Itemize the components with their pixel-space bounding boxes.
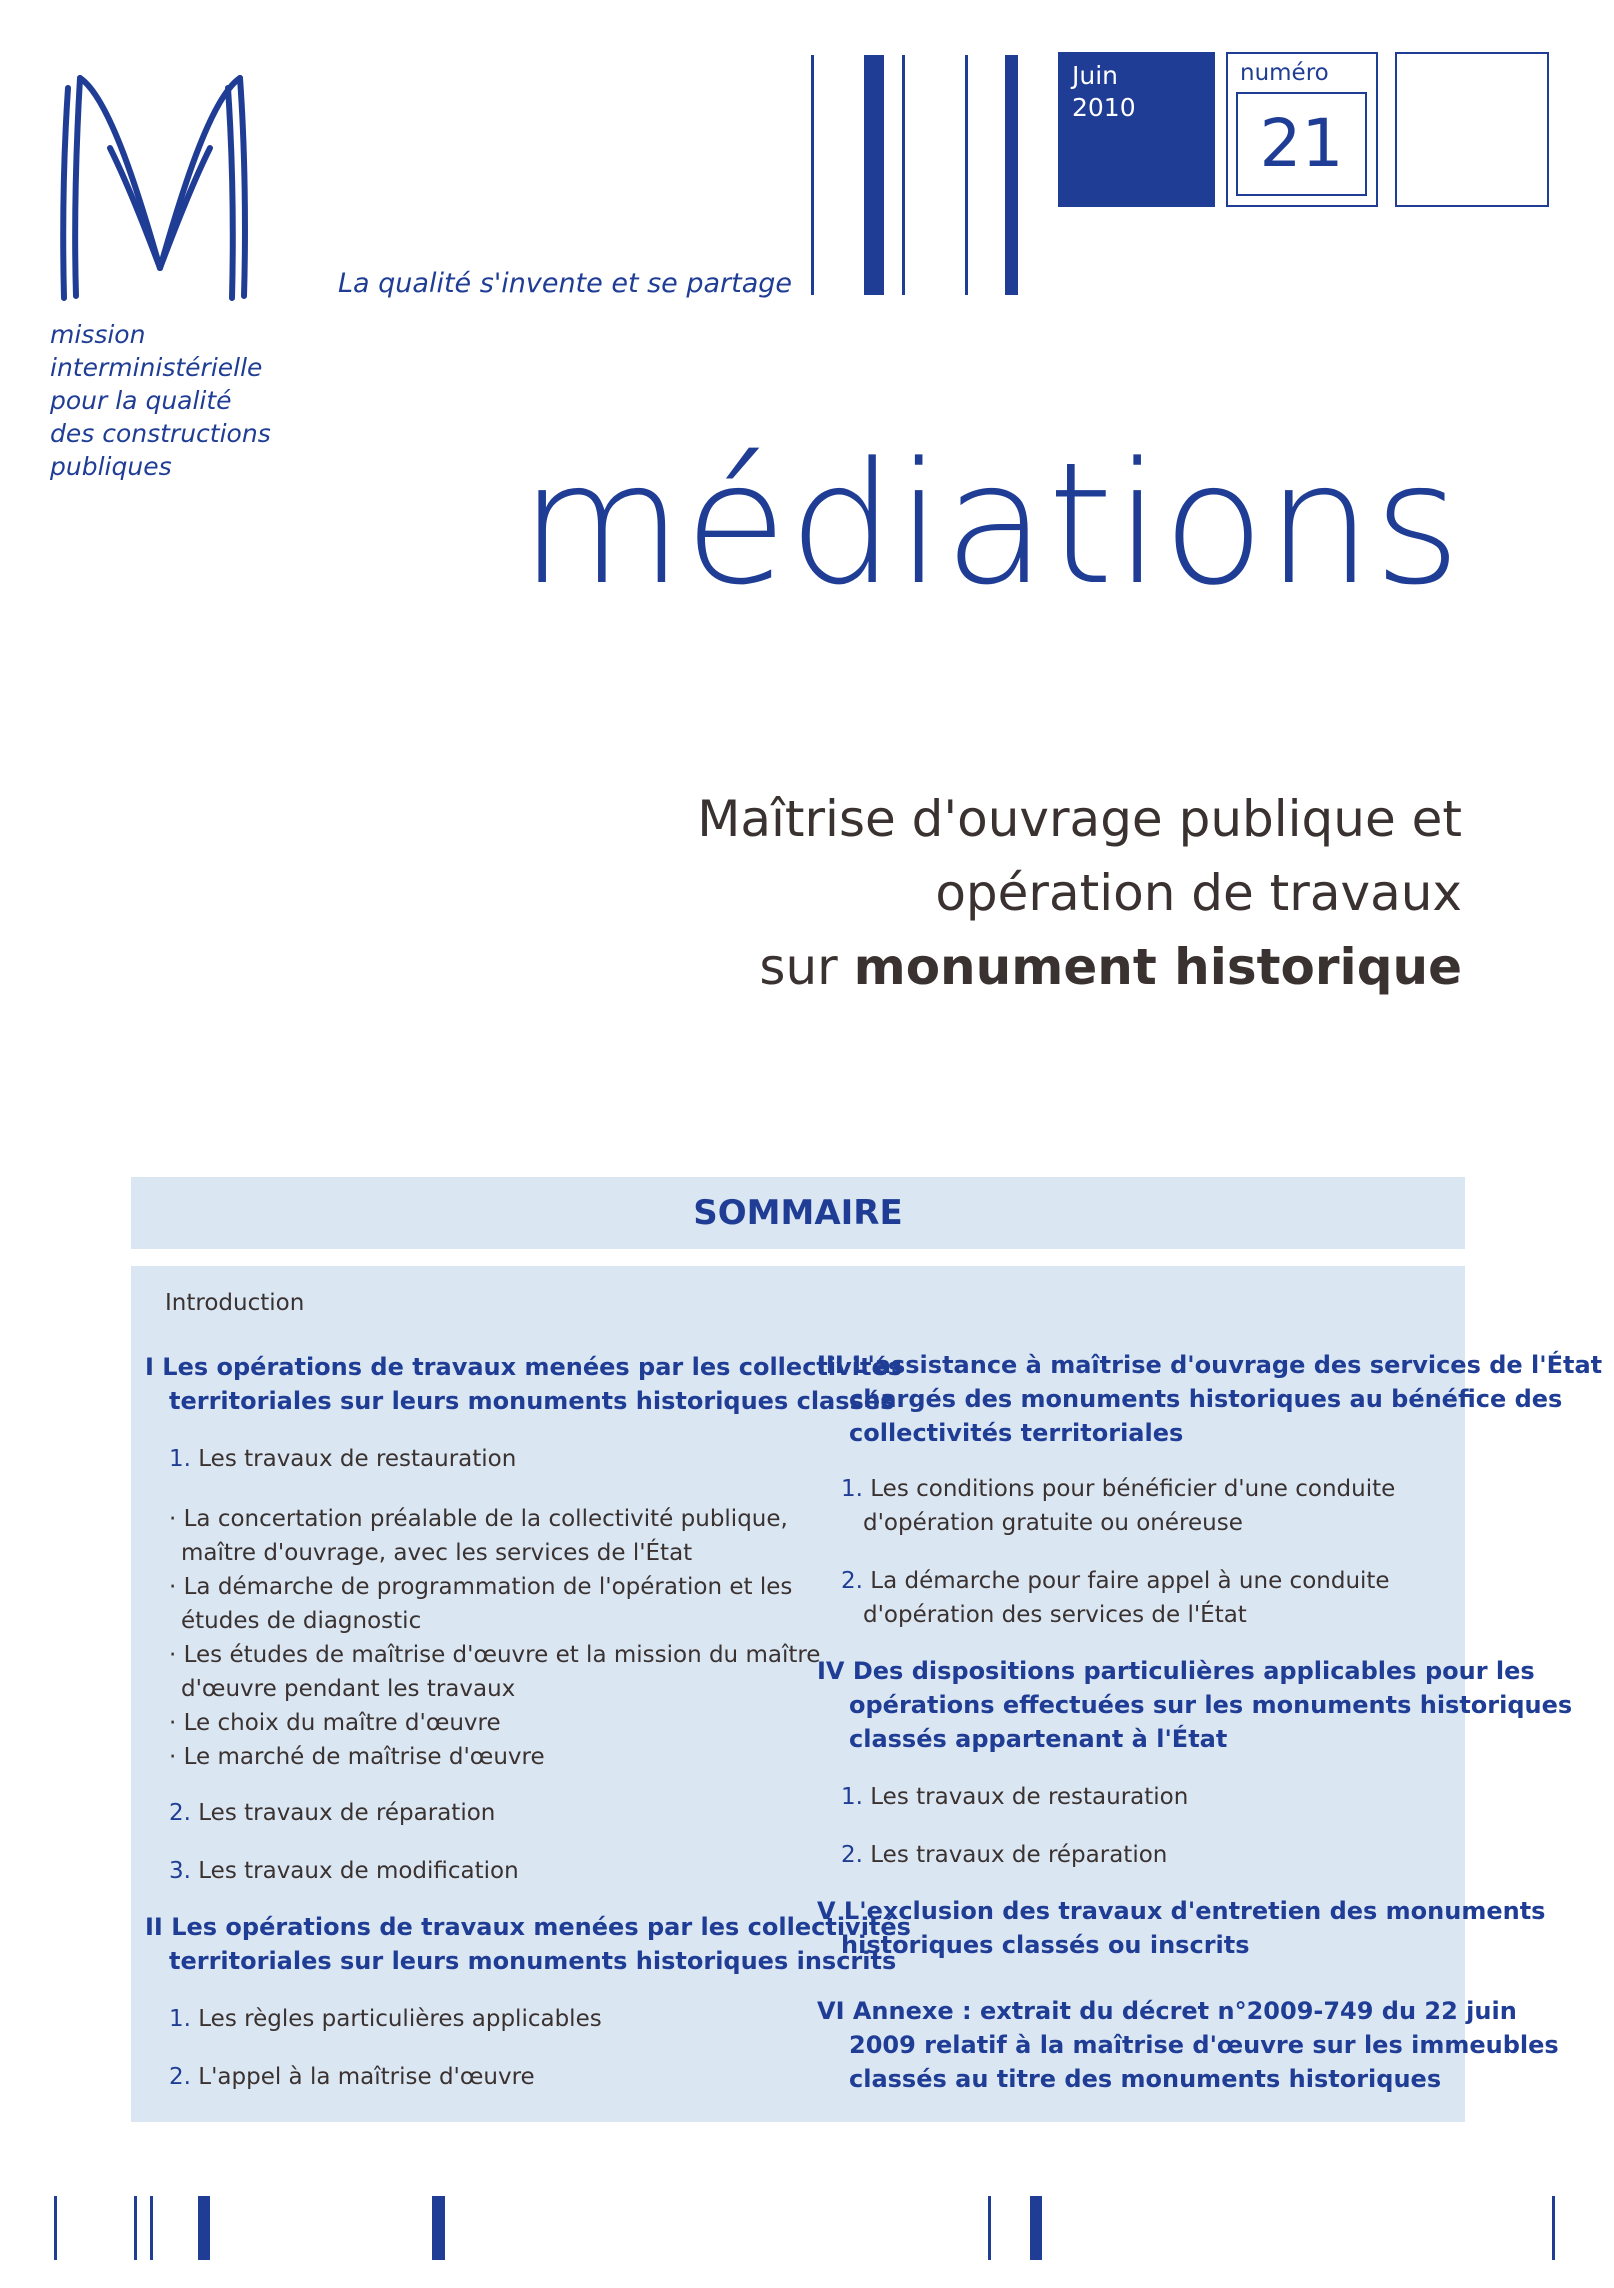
toc-bullet-3-l1: · Les études de maîtrise d'œuvre et la mission du maître [169, 1642, 821, 1668]
toc-item-3-2-line-2: d'opération des services de l'État [863, 1602, 1247, 1628]
toc-item-1-2: 2. Les travaux de réparation [169, 1800, 496, 1826]
toc-bullet-1-l2: maître d'ouvrage, avec les services de l'État [181, 1540, 693, 1566]
toc-item-2-2: 2. L'appel à la maîtrise d'œuvre [169, 2064, 535, 2090]
subtitle-line-2: opération de travaux [935, 864, 1462, 922]
sommaire-panel [131, 1266, 1603, 2122]
numero-value: 21 [1236, 92, 1367, 196]
toc-item-3-2: 2. La démarche pour faire appel à une conduite [841, 1568, 1390, 1594]
toc-item-1-1: 1. Les travaux de restauration [169, 1446, 517, 1472]
toc-introduction: Introduction [165, 1290, 305, 1316]
toc-section-2-line-2: territoriales sur leurs monuments historiques inscrits [169, 1947, 897, 1975]
toc-section-5: V L'exclusion des travaux d'entretien des monuments [817, 1897, 1546, 1925]
toc-section-5-line-2: historiques classés ou inscrits [841, 1931, 1250, 1959]
empty-box [1395, 52, 1549, 207]
toc-bullet-2-l1: · La démarche de programmation de l'opération et les [169, 1574, 793, 1600]
toc-section-3-line-2: chargés des monuments historiques au bénéfice des [849, 1385, 1563, 1413]
sommaire-heading: SOMMAIRE [131, 1177, 1465, 1249]
issue-date-box [1058, 52, 1215, 207]
subtitle-line-3: sur monument historique [759, 938, 1462, 996]
toc-item-4-1: 1. Les travaux de restauration [841, 1784, 1189, 1810]
toc-section-1-line-2: territoriales sur leurs monuments historiques classés [169, 1387, 895, 1415]
toc-section-6-line-2: 2009 relatif à la maîtrise d'œuvre sur les immeubles [849, 2031, 1559, 2059]
toc-bullet-5: · Le marché de maîtrise d'œuvre [169, 1744, 545, 1770]
toc-bullet-1-l1: · La concertation préalable de la collectivité publique, [169, 1506, 788, 1532]
logo-organization-name: mission interministérielle pour la qualité des constructions publiques [50, 320, 271, 481]
issue-number-box [1226, 52, 1378, 207]
mission-logo [50, 58, 265, 306]
issue-year: 2010 [1072, 93, 1136, 122]
toc-item-2-1: 1. Les règles particulières applicables [169, 2006, 602, 2032]
publication-title: médiations [519, 426, 1462, 622]
toc-bullet-2-l2: études de diagnostic [181, 1608, 422, 1634]
numero-label: numéro [1240, 60, 1329, 86]
subtitle-line-1: Maîtrise d'ouvrage publique et [697, 790, 1462, 848]
toc-section-4-line-3: classés appartenant à l'État [849, 1725, 1228, 1753]
toc-bullet-3-l2: d'œuvre pendant les travaux [181, 1676, 516, 1702]
toc-section-2: II Les opérations de travaux menées par les collectivités [145, 1913, 911, 1941]
toc-section-4-line-2: opérations effectuées sur les monuments historiques [849, 1691, 1573, 1719]
toc-section-6-line-3: classés au titre des monuments historiques [849, 2065, 1442, 2093]
toc-section-3: III L'assistance à maîtrise d'ouvrage des services de l'État [817, 1351, 1603, 1379]
toc-section-4: IV Des dispositions particulières applicables pour les [817, 1657, 1535, 1685]
toc-item-3-1: 1. Les conditions pour bénéficier d'une conduite [841, 1476, 1396, 1502]
tagline: La qualité s'invente et se partage [338, 268, 793, 299]
toc-section-6: VI Annexe : extrait du décret n°2009-749 du 22 juin [817, 1997, 1517, 2025]
toc-item-1-3: 3. Les travaux de modification [169, 1858, 519, 1884]
toc-item-4-2: 2. Les travaux de réparation [841, 1842, 1168, 1868]
issue-month: Juin [1072, 61, 1119, 90]
toc-item-3-1-line-2: d'opération gratuite ou onéreuse [863, 1510, 1243, 1536]
toc-section-3-line-3: collectivités territoriales [849, 1419, 1184, 1447]
toc-bullet-4: · Le choix du maître d'œuvre [169, 1710, 501, 1736]
toc-section-1: I Les opérations de travaux menées par les collectivités [145, 1353, 903, 1381]
issue-subtitle [697, 782, 1462, 1004]
